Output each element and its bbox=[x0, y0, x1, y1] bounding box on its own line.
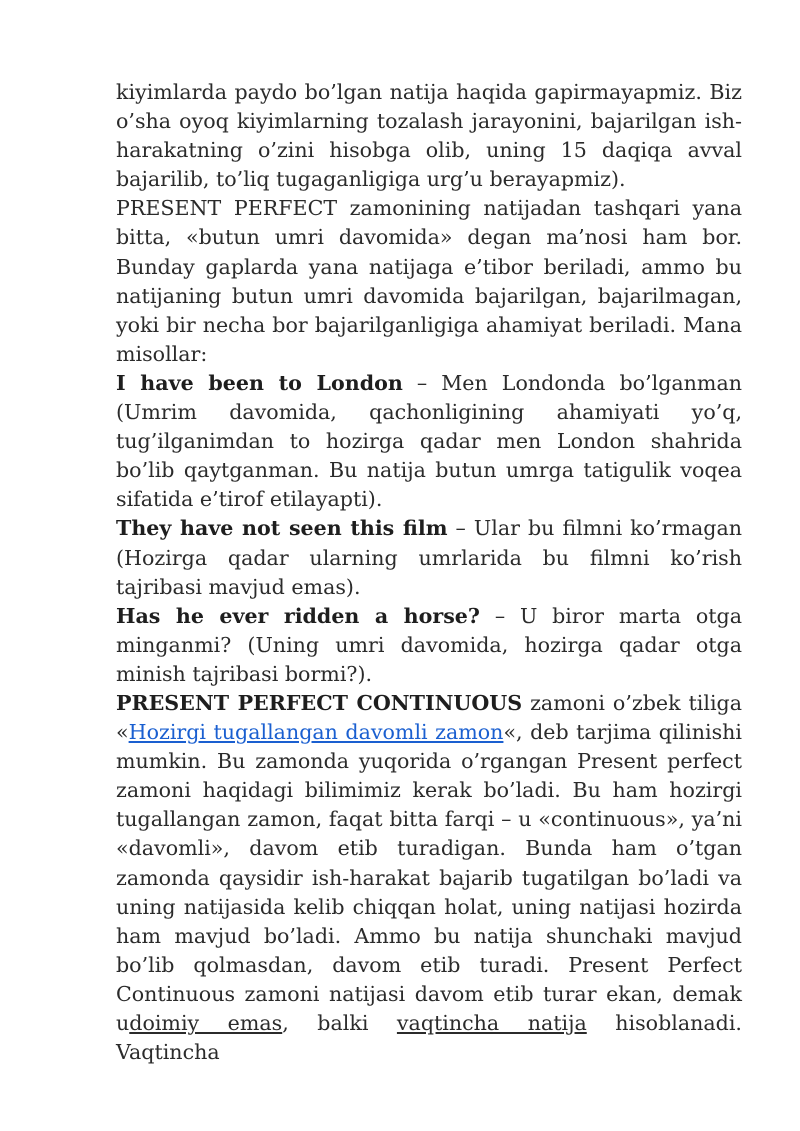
paragraph-intro: kiyimlarda paydo bo’lgan natija haqida gapirmayapmiz. Biz o’sha oyoq kiyimlarning tozalash jarayonini, bajarilgan ish-harakatning o’zini hisobga olib, uning 15 daqiqa avval bajarilib, to’liq tugaganligiga urg’u berayapmiz). bbox=[116, 80, 742, 192]
text-segment: hisoblanadi. Vaqtincha bbox=[116, 1011, 742, 1065]
example-explanation: – Men Londonda bo’lganman (Umrim davomida, qachonligining ahamiyati yo’q, tug’ilganimdan to hozirga qadar men London shahrida bo’lib qaytganman. Bu natija butun umrga tatigulik voqea sifatida e’tirof etilayapti). bbox=[116, 370, 742, 512]
paragraph-present-perfect: PRESENT PERFECT zamonining natijadan tashqari yana bitta, «butun umri davomida» degan ma’nosi ham bor. Bunday gaplarda yana natijaga e’tibor beriladi, ammo bu natijaning butun umri davomida bajarilgan, bajarilmagan, yoki bir necha bor bajarilganligiga ahamiyat beriladi. Mana misollar: bbox=[116, 196, 742, 366]
example-film bbox=[116, 514, 742, 601]
text-segment: , balki bbox=[282, 1011, 397, 1035]
tense-link[interactable]: Hozirgi tugallangan davomli zamon bbox=[128, 720, 504, 745]
underlined-term: vaqtincha natija bbox=[396, 1011, 587, 1035]
paragraph-present-perfect-continuous bbox=[116, 689, 742, 1067]
tense-heading: PRESENT PERFECT CONTINUOUS bbox=[116, 690, 523, 715]
example-explanation: – Ular bu filmni ko’rmagan (Hozirga qadar ularning umrlarida bu filmni ko’rish tajribasi mavjud emas). bbox=[116, 516, 742, 599]
example-explanation: – U biror marta otga minganmi? (Uning umri davomida, hozirga qadar otga minish tajribasi bormi?). bbox=[116, 603, 742, 686]
example-sentence: Has he ever ridden a horse? bbox=[116, 603, 480, 628]
example-sentence: I have been to London bbox=[116, 370, 403, 395]
example-london bbox=[116, 369, 742, 514]
example-sentence: They have not seen this film bbox=[116, 516, 448, 541]
text-segment: zamoni o’zbek tiliga « bbox=[116, 690, 742, 745]
underlined-term: doimiy emas bbox=[129, 1011, 283, 1035]
document-page bbox=[116, 78, 742, 1067]
text-segment: «, deb tarjima qilinishi mumkin. Bu zamonda yuqorida o’rgangan Present perfect zamoni haqidagi bilimimiz kerak bo’ladi. Bu ham hozirgi tugallangan zamon, faqat bitta farqi – u «continuous», ya’ni «davomli», davom etib turadigan. Bunda ham o’tgan zamonda qaysidir ish-harakat bajarib tugatilgan bo’ladi va uning natijasida kelib chiqqan holat, uning natijasi hozirda ham mavjud bo’ladi. Ammo bu natija shunchaki mavjud bo’lib qolmasdan, davom etib turadi. Present Perfect Continuous zamoni natijasi davom etib turar ekan, demak u bbox=[116, 720, 742, 1035]
example-horse bbox=[116, 602, 742, 689]
